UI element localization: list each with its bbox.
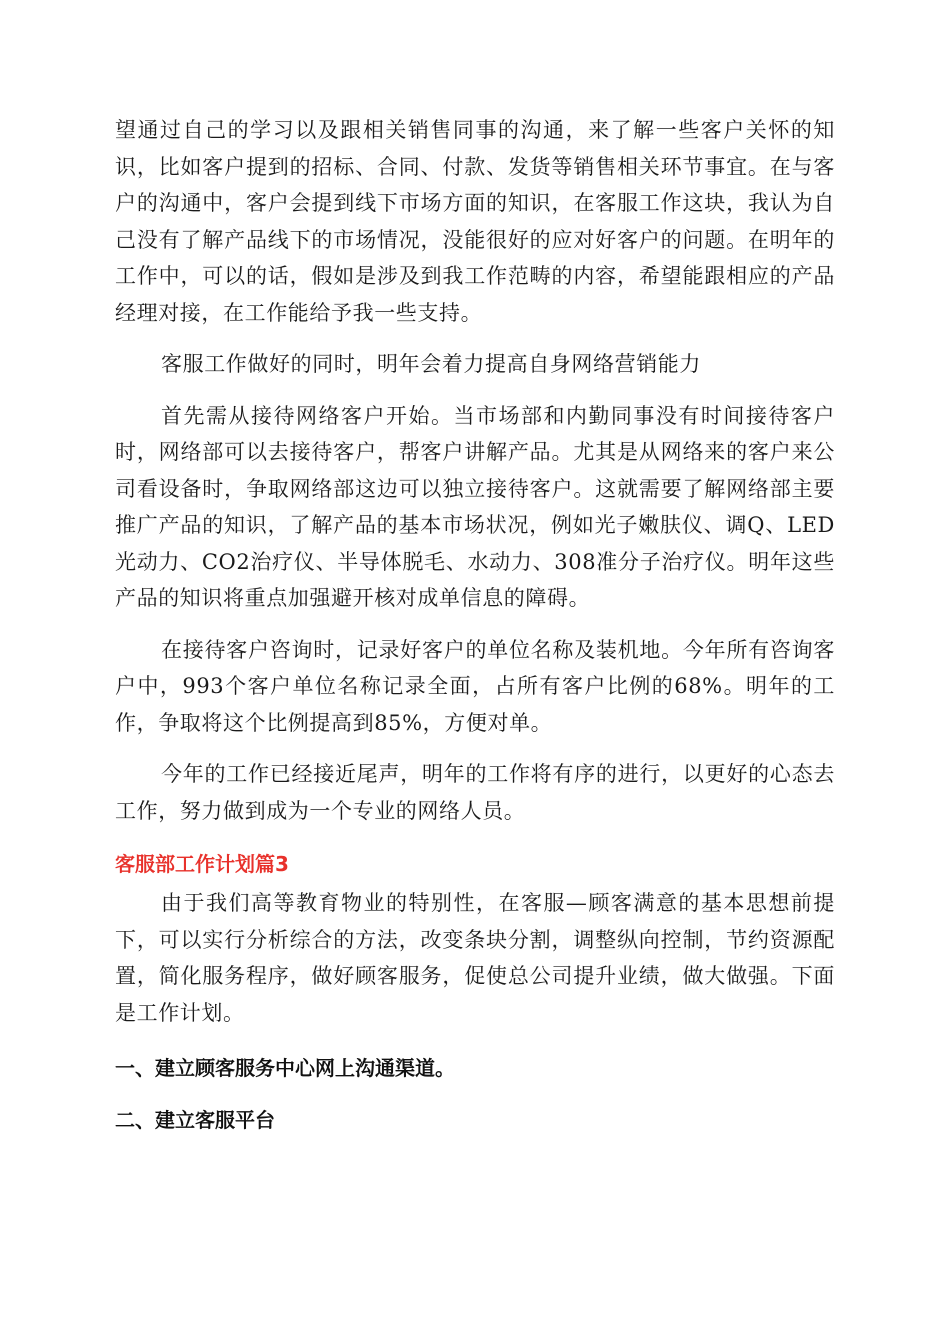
document-page <box>115 112 835 1135</box>
paragraph-network-marketing-goal: 客服工作做好的同时，明年会着力提高自身网络营销能力 <box>161 352 701 376</box>
paragraph-reception-plan: 首先需从接待网络客户开始。当市场部和内勤同事没有时间接待客户时，网络部可以去接待客户，帮客户讲解产品。尤其是从网络来的客户来公司看设备时，争取网络部这边可以独立接待客户。这就需要了解网络部主要推广产品的知识，了解产品的基本市场状况，例如光子嫩肤仪、调Q、LED光动力、CO2治疗仪、半导体脱毛、水动力、308准分子治疗仪。明年这些产品的知识将重点加强避开核对成单信息的障碍。 <box>115 403 835 610</box>
plan-item-2: 二、建立客服平台 <box>115 1108 275 1132</box>
plan-item-1: 一、建立顾客服务中心网上沟通渠道。 <box>115 1056 455 1080</box>
paragraph-record-keeping: 在接待客户咨询时，记录好客户的单位名称及装机地。今年所有咨询客户中，993个客户单位名称记录全面，占所有客户比例的68%。明年的工作，争取将这个比例提高到85%，方便对单。 <box>115 637 835 735</box>
paragraph-section-intro: 由于我们高等教育物业的特别性，在客服—顾客满意的基本思想前提下，可以实行分析综合的方法，改变条块分割，调整纵向控制，节约资源配置，简化服务程序，做好顾客服务，促使总公司提升业绩，做大做强。下面是工作计划。 <box>115 891 835 1025</box>
paragraph-closing: 今年的工作已经接近尾声，明年的工作将有序的进行，以更好的心态去工作，努力做到成为一个专业的网络人员。 <box>115 762 835 823</box>
section-title: 客服部工作计划篇3 <box>115 852 289 876</box>
paragraph-customer-care: 望通过自己的学习以及跟相关销售同事的沟通，来了解一些客户关怀的知识，比如客户提到的招标、合同、付款、发货等销售相关环节事宜。在与客户的沟通中，客户会提到线下市场方面的知识，在客服工作这块，我认为自己没有了解产品线下的市场情况，没能很好的应对好客户的问题。在明年的工作中，可以的话，假如是涉及到我工作范畴的内容，希望能跟相应的产品经理对接，在工作能给予我一些支持。 <box>115 118 835 325</box>
